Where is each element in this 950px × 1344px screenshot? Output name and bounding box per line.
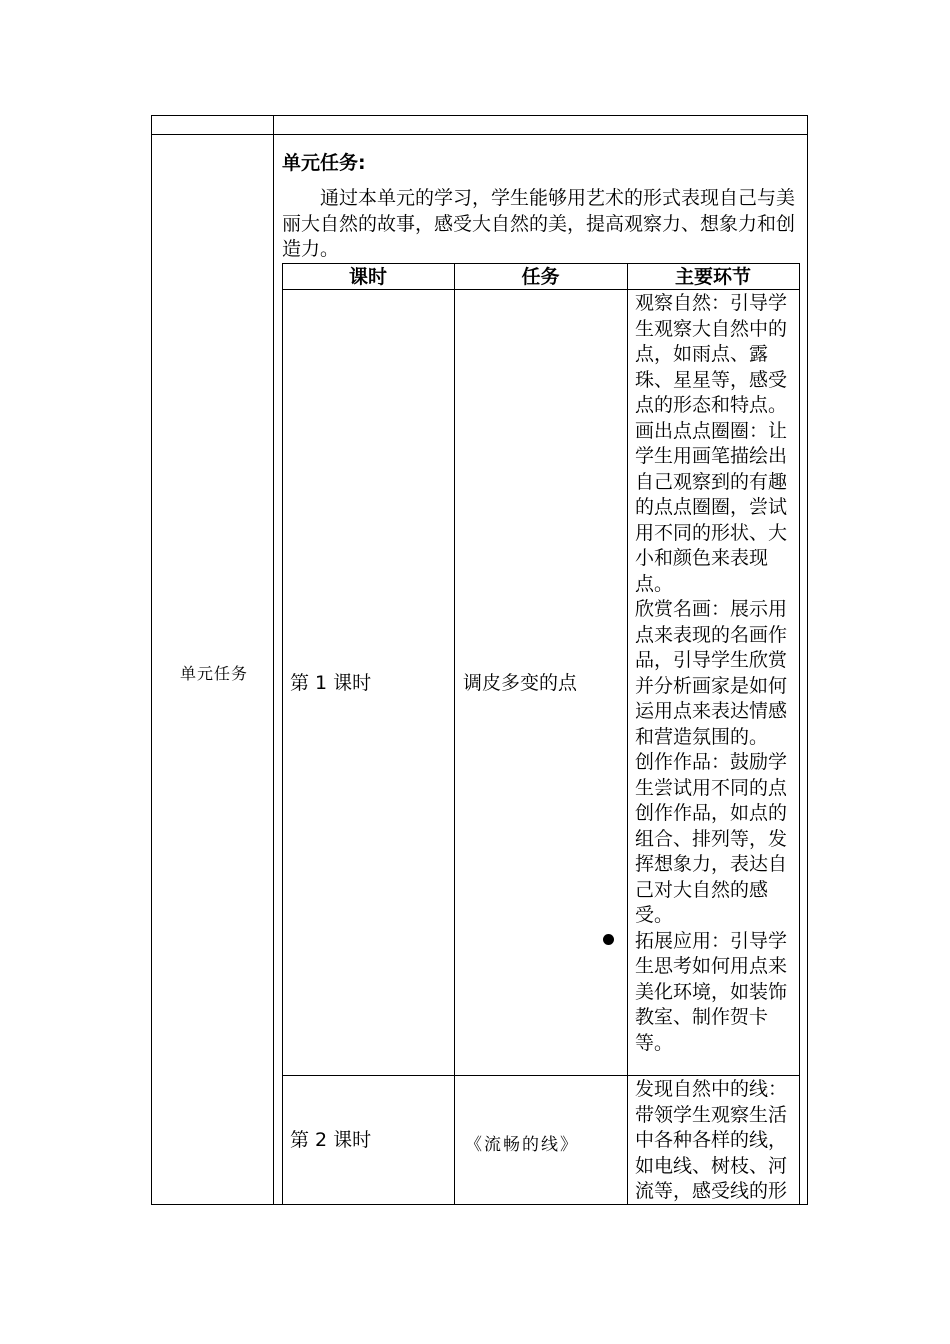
row1-lesson: 第 1 课时 xyxy=(290,672,372,694)
header-task: 任务 xyxy=(521,266,560,288)
outer-bottom-border xyxy=(151,1204,808,1205)
row1-step-1: 观察自然：引导学生观察大自然中的点，如雨点、露珠、星星等，感受点的形态和特点。 xyxy=(635,292,788,416)
header-steps: 主要环节 xyxy=(674,266,751,288)
section-heading: 单元任务: xyxy=(282,152,366,174)
header-lesson: 课时 xyxy=(348,266,387,288)
row2-steps xyxy=(635,1077,792,1203)
row1-step-3: 欣赏名画：展示用点来表现的名画作品，引导学生欣赏并分析画家是如何运用点来表达情感和营造氛围的。 xyxy=(635,598,788,748)
section-intro: 通过本单元的学习，学生能够用艺术的形式表现自己与美丽大自然的故事，感受大自然的美，提高观察力、想象力和创造力。 xyxy=(282,187,796,260)
row-label: 单元任务 xyxy=(180,664,249,683)
row1-task: 调皮多变的点 xyxy=(463,672,578,694)
row2-lesson: 第 2 课时 xyxy=(290,1129,372,1151)
row1-step-4: 创作作品：鼓励学生尝试用不同的点创作作品，如点的组合、排列等，发挥想象力，表达自己对大自然的感受。 xyxy=(635,751,788,926)
row1-steps xyxy=(635,291,792,1056)
bullet-dot-icon xyxy=(603,934,614,945)
inner-col2-border xyxy=(454,263,455,1205)
inner-col3-border xyxy=(627,263,628,1205)
outer-divider xyxy=(273,115,274,1205)
row2-step-1: 发现自然中的线：带领学生观察生活中各种各样的线，如电线、树枝、河流等，感受线的形 xyxy=(635,1078,788,1202)
inner-header-bottom-border xyxy=(282,289,800,290)
row1-step-5: 拓展应用：引导学生思考如何用点来美化环境，如装饰教室、制作贺卡等。 xyxy=(635,929,788,1054)
outer-header-bottom-border xyxy=(151,134,808,135)
inner-left-border xyxy=(282,263,283,1205)
row2-task: 《流畅的线》 xyxy=(465,1135,579,1155)
outer-left-border xyxy=(151,115,152,1205)
inner-right-border xyxy=(799,263,800,1205)
row1-step-2: 画出点点圈圈：让学生用画笔描绘出自己观察到的有趣的点点圈圈，尝试用不同的形状、大小和颜色来表现点。 xyxy=(635,419,788,595)
inner-top-border xyxy=(282,263,800,264)
inner-row1-bottom-border xyxy=(282,1075,800,1076)
outer-right-border xyxy=(807,115,808,1205)
outer-top-border xyxy=(151,115,808,116)
